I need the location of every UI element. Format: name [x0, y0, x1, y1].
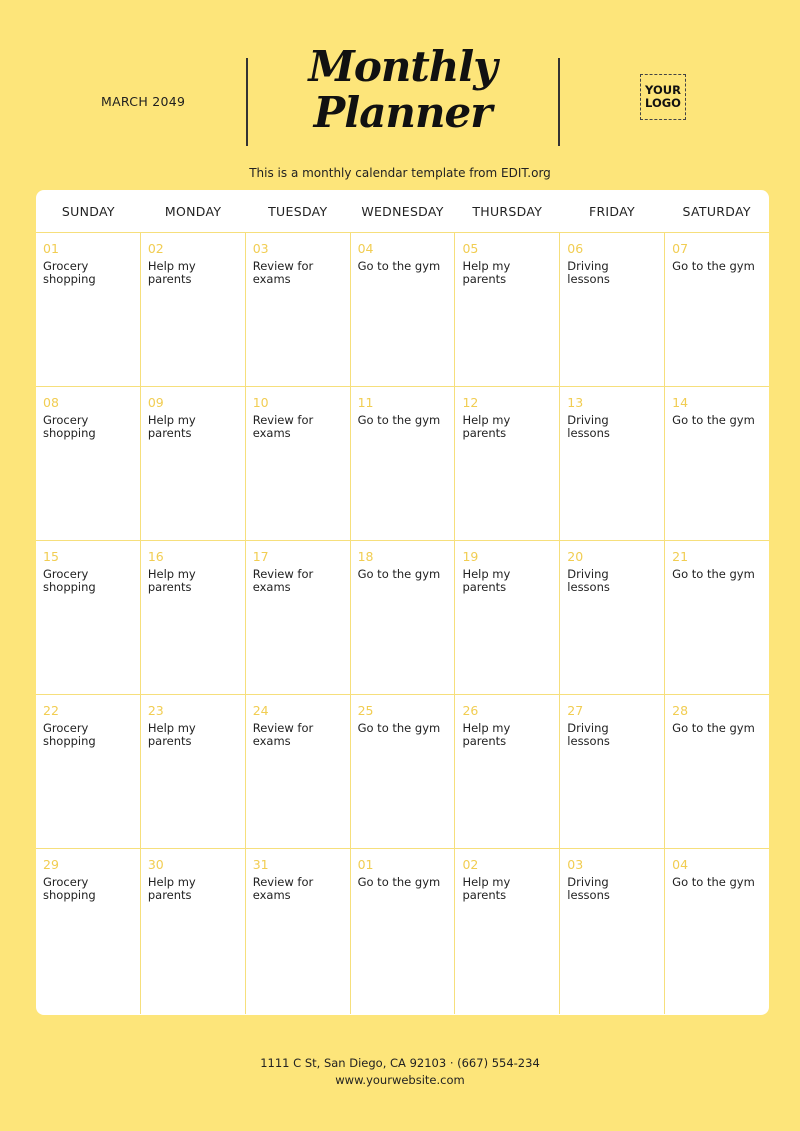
day-cell[interactable] [246, 849, 351, 1014]
day-task: Help my parents [147, 721, 196, 748]
weekday-header-friday: FRIDAY [588, 203, 635, 219]
calendar-week-row [36, 849, 769, 1014]
day-task: Go to the gym [357, 413, 441, 427]
day-task: Driving lessons [567, 875, 610, 902]
day-task: Go to the gym [672, 413, 755, 427]
day-number: 15 [43, 549, 59, 564]
day-task: Driving lessons [567, 721, 610, 748]
day-task: Go to the gym [672, 259, 755, 273]
day-cell[interactable] [36, 233, 141, 386]
month-label: MARCH 2049 [101, 94, 186, 109]
day-cell[interactable] [560, 541, 665, 694]
day-cell[interactable] [141, 233, 246, 386]
day-number: 21 [672, 549, 689, 564]
day-number: 08 [43, 395, 59, 410]
day-number: 27 [567, 703, 584, 718]
day-task: Go to the gym [357, 875, 441, 889]
day-number: 01 [357, 857, 374, 872]
calendar-week-row [36, 233, 769, 387]
day-number: 18 [357, 549, 374, 564]
day-cell[interactable] [246, 233, 351, 386]
calendar [36, 190, 769, 1015]
day-number: 14 [672, 395, 689, 410]
day-cell[interactable] [560, 233, 665, 386]
day-number: 29 [43, 857, 59, 872]
day-cell[interactable] [665, 541, 769, 694]
day-number: 17 [252, 549, 269, 564]
day-number: 09 [147, 395, 164, 410]
logo-placeholder [640, 74, 686, 120]
day-number: 02 [147, 241, 164, 256]
day-task: Grocery shopping [43, 721, 96, 748]
day-number: 31 [252, 857, 269, 872]
day-number: 04 [672, 857, 689, 872]
day-task: Driving lessons [567, 259, 610, 286]
day-cell[interactable] [351, 849, 456, 1014]
weekday-header-wednesday: WEDNESDAY [361, 203, 444, 219]
day-number: 04 [357, 241, 374, 256]
day-cell[interactable] [141, 387, 246, 540]
day-cell[interactable] [455, 233, 560, 386]
day-cell[interactable] [351, 541, 456, 694]
day-cell[interactable] [560, 695, 665, 848]
day-task: Help my parents [462, 567, 511, 594]
day-task: Help my parents [462, 721, 511, 748]
day-task: Help my parents [462, 259, 511, 286]
header-divider-left [246, 58, 248, 146]
day-task: Review for exams [252, 259, 314, 286]
weekday-header-tuesday: TUESDAY [268, 203, 328, 219]
page-title [250, 44, 555, 136]
day-cell[interactable] [36, 849, 141, 1014]
weekday-header-row [36, 190, 769, 232]
calendar-week-row [36, 695, 769, 849]
day-cell[interactable] [36, 387, 141, 540]
day-cell[interactable] [246, 541, 351, 694]
day-cell[interactable] [665, 849, 769, 1014]
day-number: 12 [462, 395, 479, 410]
day-task: Help my parents [147, 875, 196, 902]
header [0, 0, 800, 160]
page-title-line2: Planner [313, 88, 492, 137]
day-task: Help my parents [147, 567, 196, 594]
header-divider-right [558, 58, 560, 146]
day-cell[interactable] [246, 387, 351, 540]
day-task: Help my parents [462, 875, 511, 902]
day-task: Go to the gym [672, 875, 755, 889]
page-title-line1: Monthly [308, 42, 497, 91]
day-cell[interactable] [36, 695, 141, 848]
weekday-header-monday: MONDAY [164, 203, 222, 219]
day-task: Go to the gym [357, 721, 441, 735]
day-cell[interactable] [665, 387, 769, 540]
day-task: Review for exams [252, 413, 314, 440]
day-task: Grocery shopping [43, 259, 96, 286]
calendar-week-row [36, 541, 769, 695]
day-number: 07 [672, 241, 689, 256]
day-cell[interactable] [665, 695, 769, 848]
day-cell[interactable] [351, 695, 456, 848]
day-number: 05 [462, 241, 479, 256]
logo-line2: LOGO [645, 96, 681, 110]
calendar-grid [36, 232, 769, 1015]
day-number: 20 [567, 549, 584, 564]
day-task: Go to the gym [357, 259, 441, 273]
day-cell[interactable] [560, 387, 665, 540]
day-cell[interactable] [351, 387, 456, 540]
day-number: 03 [567, 857, 584, 872]
day-task: Go to the gym [672, 721, 755, 735]
day-task: Help my parents [462, 413, 511, 440]
calendar-week-row [36, 387, 769, 541]
day-number: 23 [147, 703, 164, 718]
day-number: 22 [43, 703, 59, 718]
subtitle: This is a monthly calendar template from EDIT.org [249, 166, 551, 180]
day-task: Grocery shopping [43, 413, 96, 440]
day-task: Go to the gym [357, 567, 441, 581]
footer-address: 1111 C St, San Diego, CA 92103 · (667) 554-234 [260, 1056, 540, 1070]
day-number: 06 [567, 241, 584, 256]
day-cell[interactable] [141, 541, 246, 694]
day-cell[interactable] [455, 387, 560, 540]
weekday-header-thursday: THURSDAY [472, 203, 543, 219]
day-number: 25 [357, 703, 374, 718]
day-number: 10 [252, 395, 269, 410]
weekday-header-sunday: SUNDAY [61, 203, 115, 219]
footer-website: www.yourwebsite.com [335, 1073, 465, 1087]
day-cell[interactable] [351, 233, 456, 386]
day-task: Help my parents [147, 413, 196, 440]
day-number: 02 [462, 857, 479, 872]
day-number: 28 [672, 703, 689, 718]
weekday-header-saturday: SATURDAY [682, 203, 751, 219]
logo-line1: YOUR [645, 83, 681, 97]
day-cell[interactable] [36, 541, 141, 694]
footer [0, 1055, 800, 1089]
day-cell[interactable] [455, 849, 560, 1014]
day-number: 24 [252, 703, 269, 718]
day-task: Grocery shopping [43, 567, 96, 594]
day-task: Review for exams [252, 721, 314, 748]
day-task: Driving lessons [567, 413, 610, 440]
day-task: Help my parents [147, 259, 196, 286]
day-number: 26 [462, 703, 479, 718]
day-number: 16 [147, 549, 164, 564]
day-cell[interactable] [665, 233, 769, 386]
day-task: Review for exams [252, 567, 314, 594]
day-number: 01 [43, 241, 59, 256]
day-task: Driving lessons [567, 567, 610, 594]
day-number: 13 [567, 395, 584, 410]
day-task: Grocery shopping [43, 875, 96, 902]
day-number: 03 [252, 241, 269, 256]
day-number: 30 [147, 857, 164, 872]
day-cell[interactable] [141, 695, 246, 848]
day-number: 11 [357, 395, 374, 410]
day-number: 19 [462, 549, 479, 564]
day-cell[interactable] [455, 695, 560, 848]
day-task: Go to the gym [672, 567, 755, 581]
day-cell[interactable] [246, 695, 351, 848]
day-cell[interactable] [141, 849, 246, 1014]
day-cell[interactable] [455, 541, 560, 694]
day-task: Review for exams [252, 875, 314, 902]
day-cell[interactable] [560, 849, 665, 1014]
